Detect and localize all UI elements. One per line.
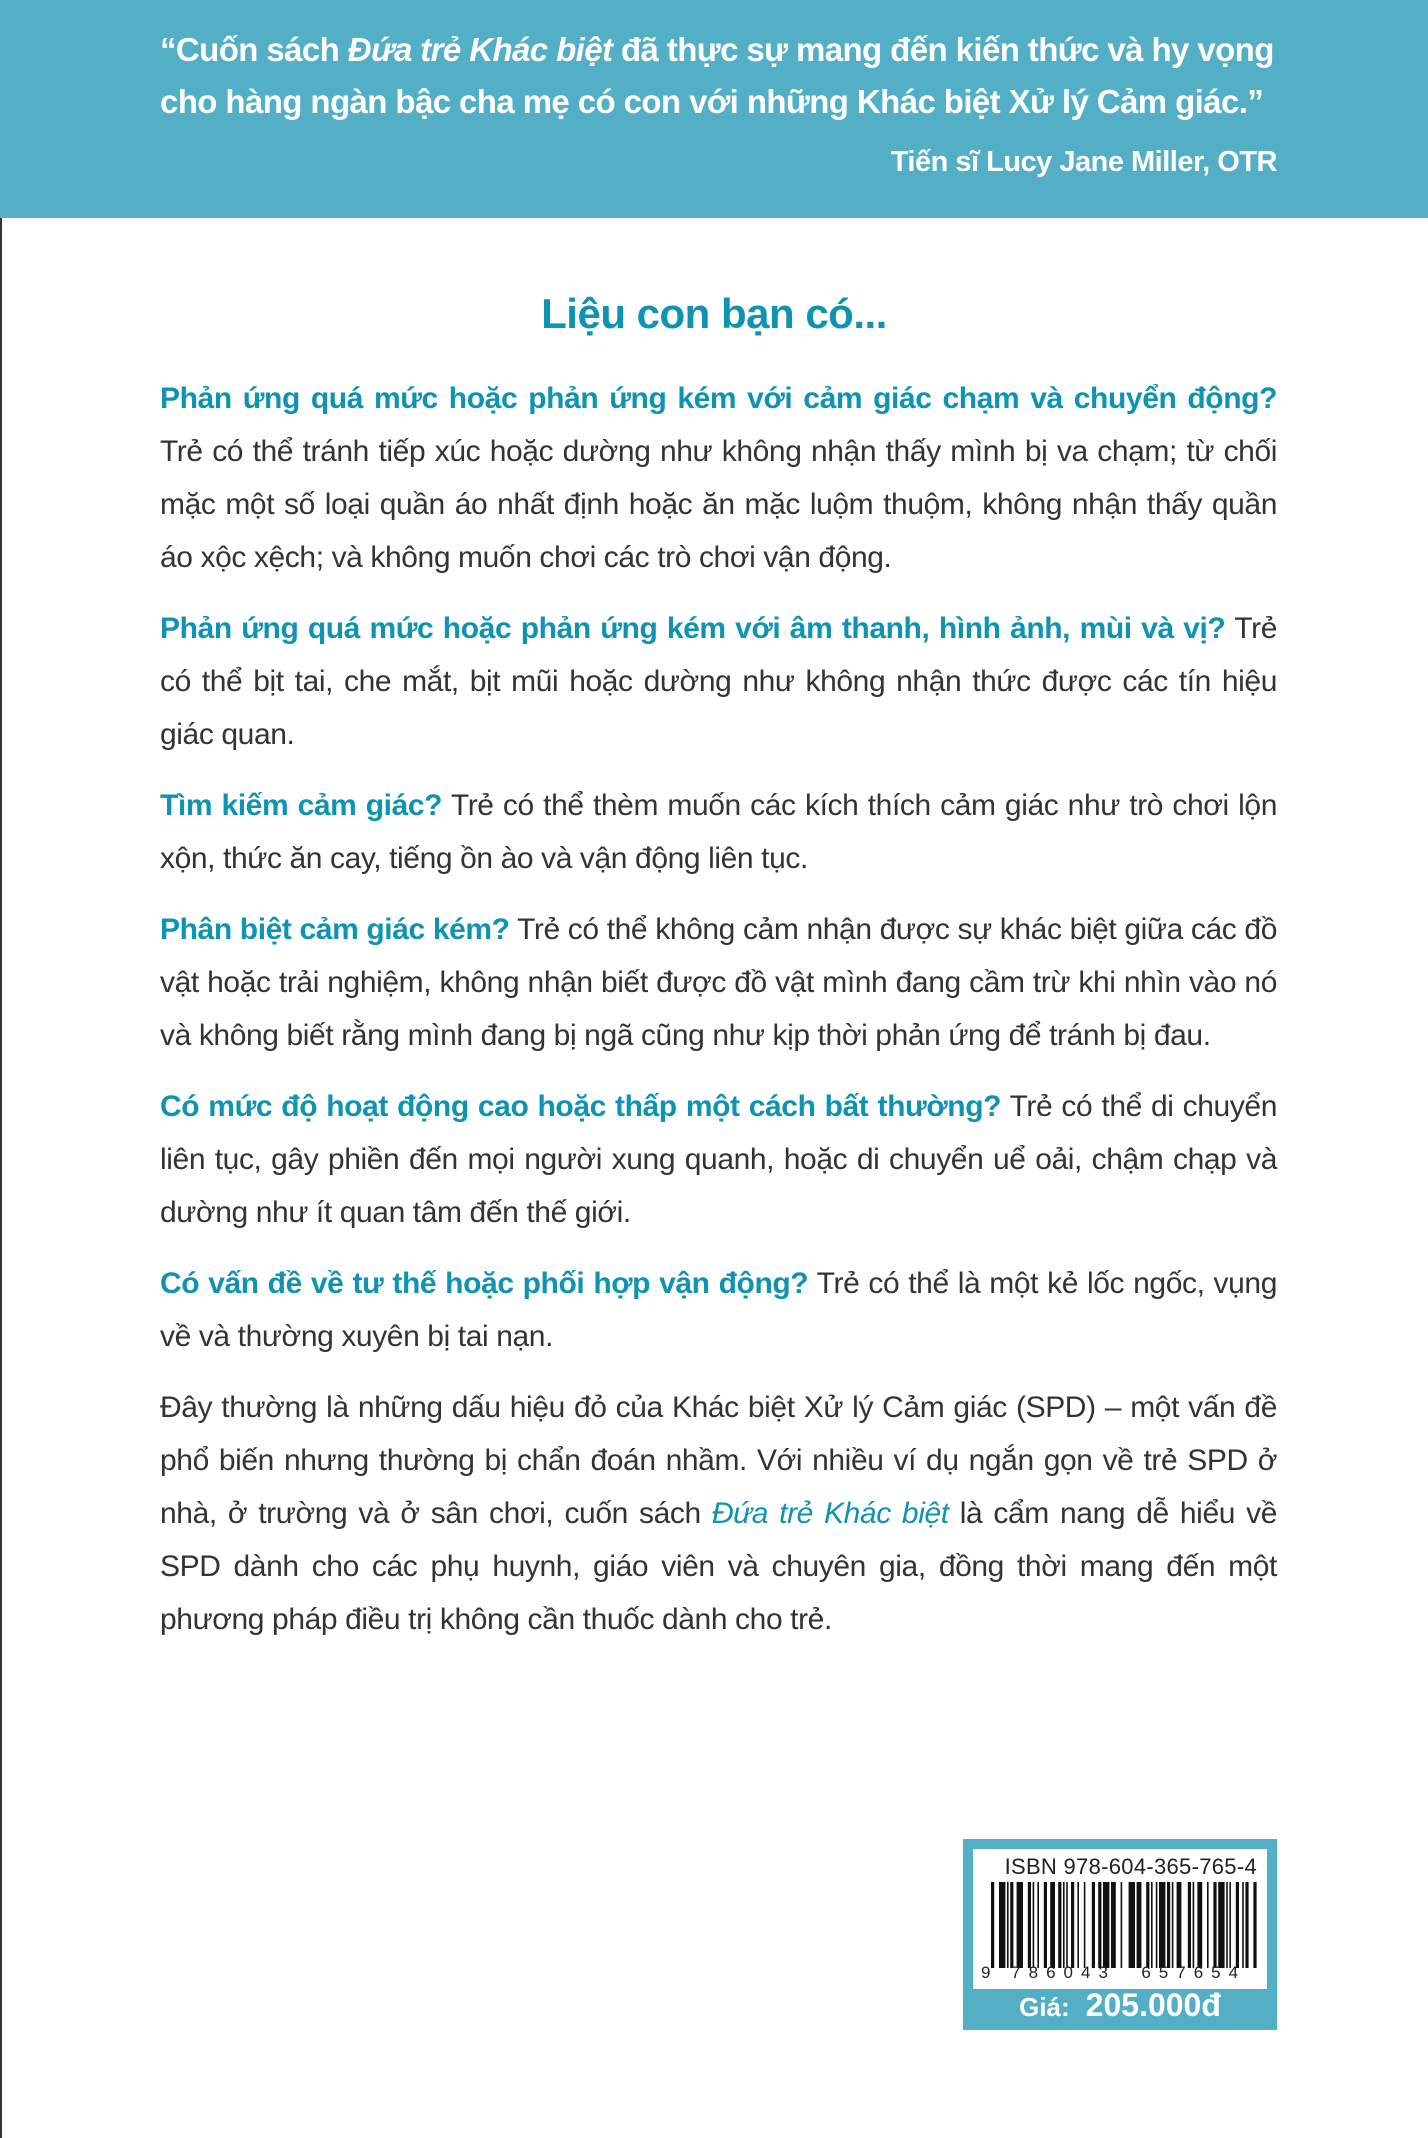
barcode-bar [999,1882,1005,1968]
barcode-bar [1188,1882,1191,1968]
barcode-bar [1213,1882,1216,1968]
barcode-bar [1236,1882,1239,1968]
barcode-bar [1129,1882,1135,1968]
barcode-bar [1037,1882,1039,1968]
barcode-bar [1253,1882,1256,1968]
barcode-bar [1207,1882,1209,1968]
barcode-bars [991,1882,1259,1968]
section-title: Liệu con bạn có... [541,290,887,337]
symptom-question: Phân biệt cảm giác kém? [160,913,510,946]
price [963,1987,1277,2024]
barcode-bar [1167,1882,1170,1968]
barcode-bar [1146,1882,1149,1968]
body-text [160,372,1277,1646]
barcode-bar [1197,1882,1202,1968]
barcode-bar [1007,1882,1009,1968]
barcode-bar [1151,1882,1153,1968]
barcode-bar [1159,1882,1165,1968]
quote-text: đã thực sự mang đến kiến thức và hy vọng cho hàng ngàn bậc cha mẹ có con với những Khác biệt Xử lý Cảm giác.” [160,31,1274,120]
barcode-bar [1044,1882,1047,1968]
symptom-description: Trẻ có thể tránh tiếp xúc hoặc dường như không nhận thấy mình bị va chạm; từ chối mặc một số loại quần áo nhất định hoặc ăn mặc luộm thuộm, không nhận thấy quần áo xộc xệch; và không muốn chơi các trò chơi vận động. [160,435,1277,574]
barcode-bar [1193,1882,1195,1968]
barcode-bar [1218,1882,1224,1968]
barcode-bar [1156,1882,1158,1968]
barcode-bar [1071,1882,1074,1968]
symptom-description: Trẻ có thể bịt tai, che mắt, bịt mũi hoặc dường như không nhận thức được các tín hiệu giác quan. [160,612,1277,751]
price-label: Giá: [1019,1992,1070,2022]
isbn-label: ISBN 978-604-365-765-4 [1004,1854,1257,1879]
barcode-bar [1017,1882,1023,1968]
barcode-bar [1066,1882,1068,1968]
barcode-bar [1063,1882,1065,1968]
symptom-paragraph [160,779,1277,885]
symptom-description: Trẻ có thể không cảm nhận được sự khác biệt giữa các đồ vật hoặc trải nghiệm, không nhận biết được đồ vật mình đang cầm trừ khi nhìn vào nó và không biết rằng mình đang bị ngã cũng như kịp thời phản ứng để tránh bị đau. [160,913,1277,1052]
barcode-bar [1050,1882,1055,1968]
barcode-bar [1084,1882,1086,1968]
symptom-question: Phản ứng quá mức hoặc phản ứng kém với cảm giác chạm và chuyển động? [160,382,1277,415]
closing-paragraph [160,1381,1277,1646]
symptom-question: Tìm kiếm cảm giác? [160,789,443,822]
barcode-bar [1172,1882,1174,1968]
barcode-bar [1077,1882,1079,1968]
barcode-bar [1121,1882,1123,1968]
quote-text: “Cuốn sách [160,31,348,68]
barcode-bar [1058,1882,1061,1968]
barcode-bar [1226,1882,1228,1968]
quote-attribution: Tiến sĩ Lucy Jane Miller, OTR [890,146,1277,178]
symptom-description: Trẻ có thể là một kẻ lốc ngốc, vụng về và thường xuyên bị tai nạn. [160,1267,1277,1353]
symptom-paragraph [160,903,1277,1062]
symptom-paragraph [160,602,1277,761]
barcode-bar [1242,1882,1244,1968]
barcode-bar [1033,1882,1035,1968]
barcode-bar [991,1882,994,1968]
symptom-paragraph [160,372,1277,584]
price-value: 205.000đ [1085,1987,1221,2023]
quote-banner [0,0,1428,218]
symptom-paragraph [160,1080,1277,1239]
barcode-bar [1028,1882,1031,1968]
barcode-bar [1103,1882,1109,1968]
symptom-description: Trẻ có thể thèm muốn các kích thích cảm giác như trò chơi lộn xộn, thức ăn cay, tiếng ồn ào và vận động liên tục. [160,789,1277,875]
quote-book-title: Đứa trẻ Khác biệt [347,31,613,68]
barcode-bar [1010,1882,1013,1968]
barcode-bar [1111,1882,1116,1968]
barcode-bar [1177,1882,1182,1968]
barcode-bar [1229,1882,1231,1968]
symptom-question: Có vấn đề về tư thế hoặc phối hợp vận động? [160,1267,809,1300]
barcode-bar [1245,1882,1248,1968]
barcode [973,1849,1267,1989]
barcode-bar [1098,1882,1101,1968]
symptom-question: Có mức độ hoạt động cao hoặc thấp một cách bất thường? [160,1090,1002,1123]
closing-text: là cẩm nang dễ hiểu về SPD dành cho các phụ huynh, giáo viên và chuyên gia, đồng thời mang đến một phương pháp điều trị không cần thuốc dành cho trẻ. [160,1497,1277,1636]
symptom-question: Phản ứng quá mức hoặc phản ứng kém với âm thanh, hình ảnh, mùi và vị? [160,612,1226,645]
symptom-paragraph [160,1257,1277,1363]
symptom-description: Trẻ có thể di chuyển liên tục, gây phiền đến mọi người xung quanh, hoặc di chuyển uể oải, chậm chạp và dường như ít quan tâm đến thế giới. [160,1090,1277,1229]
barcode-box [963,1839,1277,2030]
barcode-bar [1092,1882,1095,1968]
closing-book-title: Đứa trẻ Khác biệt [711,1497,949,1530]
endorsement-quote [160,24,1277,128]
closing-text: Đây thường là những dấu hiệu đỏ của Khác biệt Xử lý Cảm giác (SPD) – một vấn đề phổ biến nhưng thường bị chẩn đoán nhầm. Với nhiều ví dụ ngắn gọn về trẻ SPD ở nhà, ở trường và ở sân chơi, cuốn sách [160,1391,1277,1530]
barcode-digits: 9 786043 657654 [981,1963,1247,1982]
barcode-bar [1137,1882,1142,1968]
